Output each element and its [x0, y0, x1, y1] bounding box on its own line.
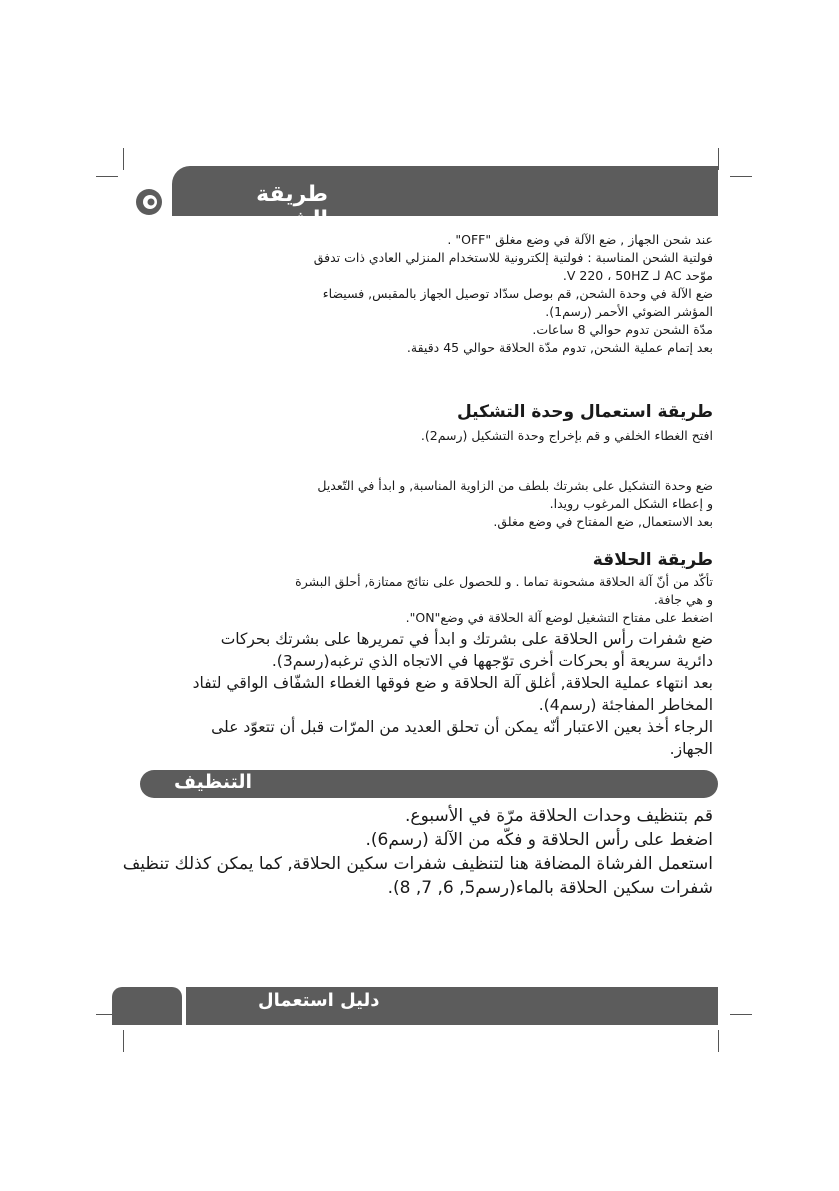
crop-mark — [96, 176, 118, 177]
shaving-line: المخاطر المفاجئة (رسم4). — [538, 696, 713, 714]
cleaning-line: اضغط على رأس الحلاقة و فكّه من الآلة (رسم6). — [365, 830, 713, 850]
trimmer-line: ضع وحدة التشكيل على بشرتك بلطف من الزاوية المناسبة, و ابدأ في التّعديل — [317, 478, 713, 493]
cleaning-line: قم بتنظيف وحدات الحلاقة مرّة في الأسبوع. — [405, 806, 713, 826]
charging-line: بعد إتمام عملية الشحن, تدوم مدّة الحلاقة حوالي 45 دقيقة. — [406, 340, 713, 355]
shaving-line: دائرية سريعة أو بحركات أخرى توّجهها في الاتجاه الذي ترغبه(رسم3). — [271, 652, 713, 670]
shaving-line: ضع شفرات رأس الحلاقة على بشرتك و ابدأ في تمريرها على بشرتك بحركات — [220, 630, 713, 648]
charging-line: عند شحن الجهاز , ضع الآلة في وضع مغلق "OFF" . — [447, 232, 713, 247]
shaving-line: بعد انتهاء عملية الحلاقة, أغلق آلة الحلاقة و ضع فوقها الغطاء الشفّاف الواقي لتفاد — [192, 674, 713, 692]
cleaning-line: استعمل الفرشاة المضافة هنا لتنظيف شفرات سكين الحلاقة, كما يمكن كذلك تنظيف — [122, 854, 713, 874]
shaving-line: الجهاز. — [669, 740, 713, 758]
charging-line: موّحد AC لـ V 220 ، 50HZ. — [562, 268, 713, 283]
crop-mark — [123, 1030, 124, 1052]
trimmer-line: بعد الاستعمال, ضع المفتاح في وضع مغلق. — [493, 514, 713, 529]
trimmer-line: افتح الغطاء الخلفي و قم بإخراج وحدة التشكيل (رسم2). — [420, 428, 713, 443]
shaving-title: طريقة الحلاقة — [592, 550, 713, 570]
crop-mark — [123, 148, 124, 170]
crop-mark — [718, 1030, 719, 1052]
charging-line: المؤشر الضوئي الأحمر (رسم1). — [545, 304, 713, 319]
crop-mark — [730, 1014, 752, 1015]
footer-title: دليل استعمال — [258, 990, 380, 1011]
crop-mark — [718, 148, 719, 170]
charging-line: ضع الآلة في وحدة الشحن, قم بوصل سدّاد توصيل الجهاز بالمقبس, فسيضاء — [322, 286, 713, 301]
shaving-line: اضغط على مفتاح التشغيل لوضع آلة الحلاقة في وضع"ON". — [405, 610, 713, 625]
shaving-line: تأكّد من أنّ آلة الحلاقة مشحونة تماما . و للحصول على نتائج ممتازة, أحلق البشرة — [295, 574, 713, 589]
shaving-line: الرجاء أخذ بعين الاعتبار أنّه يمكن أن تحلق العديد من المرّات قبل أن تتعوّد على — [211, 718, 713, 736]
charging-line: فولتية الشحن المناسبة : فولتية إلكترونية للاستخدام المنزلي العادي ذات تدفق — [313, 250, 713, 265]
cleaning-title: التنظيف — [174, 771, 253, 793]
charging-line: مدّة الشحن تدوم حوالي 8 ساعات. — [532, 322, 713, 337]
trimmer-line: و إعطاء الشكل المرغوب رويدا. — [549, 496, 713, 511]
trimmer-title: طريقة استعمال وحدة التشكيل — [456, 402, 713, 422]
circle-o-logo-icon — [134, 187, 164, 217]
crop-mark — [730, 176, 752, 177]
page-title: طريقة الشحن — [254, 182, 328, 232]
shaving-line: و هي جافة. — [653, 592, 713, 607]
cleaning-line: شفرات سكين الحلاقة بالماء(رسم5, 6, 7, 8). — [387, 878, 713, 898]
footer-page-tab — [112, 987, 182, 1025]
